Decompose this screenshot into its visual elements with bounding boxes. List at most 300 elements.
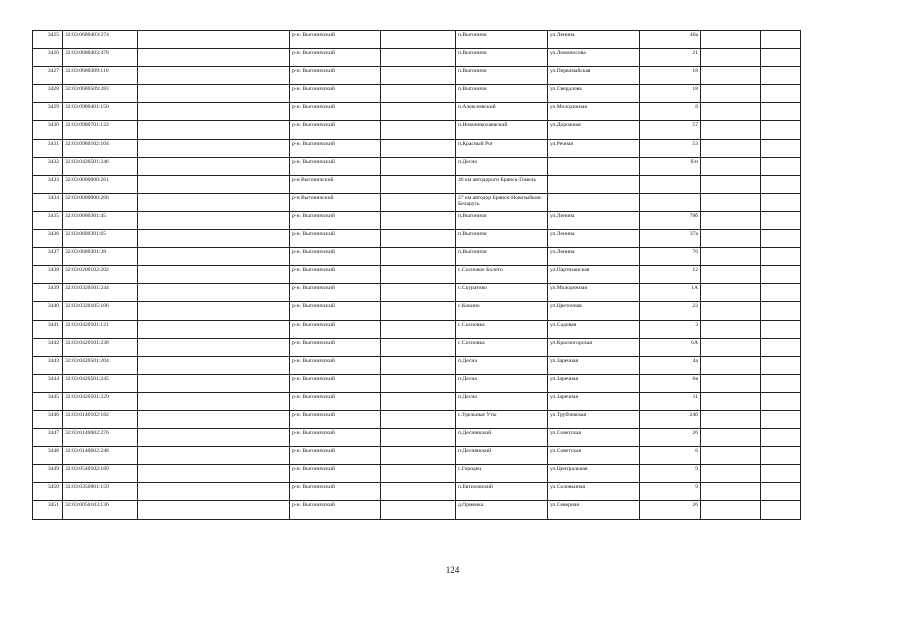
- district-cell: р-н. Выгоничский: [290, 483, 381, 501]
- building-number-cell: 6в: [640, 374, 701, 392]
- settlement-cell: п.Новониколаевский: [456, 121, 548, 139]
- district-cell: р-н. Выгоничский: [290, 31, 381, 49]
- street-cell: ул.Красногорская: [548, 338, 640, 356]
- empty-cell: [381, 121, 456, 139]
- building-number-cell: 11: [640, 392, 701, 410]
- empty-cell: [138, 501, 290, 519]
- cadastral-number-cell: 32:03:0980701:122: [63, 121, 138, 139]
- empty-cell: [761, 302, 801, 320]
- cadastral-number-cell: 32:03:0540102:189: [63, 465, 138, 483]
- empty-cell: [761, 465, 801, 483]
- cadastral-number-cell: 32:03:0680309:110: [63, 67, 138, 85]
- settlement-cell: с.Сосновка: [456, 338, 548, 356]
- empty-cell: [761, 410, 801, 428]
- empty-cell: [138, 103, 290, 121]
- empty-cell: [701, 356, 761, 374]
- district-cell: р-н. Выгоничский: [290, 211, 381, 229]
- settlement-cell: п.Деснянский: [456, 447, 548, 465]
- cadastral-number-cell: 32:03:0680403:374: [63, 31, 138, 49]
- building-number-cell: 4а: [640, 356, 701, 374]
- settlement-cell: п.Деснянский: [456, 429, 548, 447]
- district-cell: р-н. Выгоничский: [290, 67, 381, 85]
- district-cell: р-н. Выгоничский: [290, 49, 381, 67]
- table-row: [33, 103, 801, 121]
- settlement-cell: п.Выгоничи: [456, 31, 548, 49]
- empty-cell: [761, 49, 801, 67]
- table-row: [33, 320, 801, 338]
- settlement-cell: 46 км автодороги Брянск-Гомель: [456, 175, 548, 193]
- street-cell: [548, 157, 640, 175]
- building-number-cell: 78б: [640, 211, 701, 229]
- empty-cell: [138, 320, 290, 338]
- street-cell: ул.Советская: [548, 429, 640, 447]
- street-cell: ул.Молодежная: [548, 103, 640, 121]
- table-row: [33, 284, 801, 302]
- empty-cell: [381, 501, 456, 519]
- street-cell: ул.Заречная: [548, 392, 640, 410]
- row-number-cell: 3445: [33, 392, 63, 410]
- building-number-cell: 8: [640, 103, 701, 121]
- table-row: [33, 465, 801, 483]
- row-number-cell: 3436: [33, 230, 63, 248]
- empty-cell: [761, 211, 801, 229]
- empty-cell: [761, 483, 801, 501]
- building-number-cell: 76: [640, 248, 701, 266]
- empty-cell: [701, 374, 761, 392]
- building-number-cell: 46а: [640, 31, 701, 49]
- street-cell: ул.Северная: [548, 501, 640, 519]
- settlement-cell: п.Десна: [456, 392, 548, 410]
- empty-cell: [381, 175, 456, 193]
- empty-cell: [138, 121, 290, 139]
- settlement-cell: д.Орменка: [456, 501, 548, 519]
- empty-cell: [381, 248, 456, 266]
- settlement-cell: с.Скуратово: [456, 284, 548, 302]
- empty-cell: [381, 103, 456, 121]
- building-number-cell: [640, 175, 701, 193]
- district-cell: р-н. Выгоничский: [290, 302, 381, 320]
- empty-cell: [381, 483, 456, 501]
- empty-cell: [701, 49, 761, 67]
- settlement-cell: с.Удельные Уты: [456, 410, 548, 428]
- building-number-cell: 26: [640, 501, 701, 519]
- row-number-cell: 3446: [33, 410, 63, 428]
- cadastral-number-cell: 32:03:0680301:45: [63, 211, 138, 229]
- row-number-cell: 3437: [33, 248, 63, 266]
- row-number-cell: 3441: [33, 320, 63, 338]
- table-row: [33, 157, 801, 175]
- table-row: [33, 356, 801, 374]
- row-number-cell: 3434: [33, 193, 63, 211]
- cadastral-number-cell: 32:03:0140102:182: [63, 410, 138, 428]
- building-number-cell: 9: [640, 465, 701, 483]
- empty-cell: [138, 248, 290, 266]
- row-number-cell: 3449: [33, 465, 63, 483]
- settlement-cell: п.Десна: [456, 157, 548, 175]
- empty-cell: [381, 230, 456, 248]
- empty-cell: [761, 85, 801, 103]
- street-cell: ул.Советская: [548, 447, 640, 465]
- building-number-cell: 1А: [640, 284, 701, 302]
- district-cell: р-н. Выгоничский: [290, 356, 381, 374]
- building-number-cell: 26: [640, 429, 701, 447]
- street-cell: ул.Цветочная: [548, 302, 640, 320]
- cadastral-number-cell: 32:03:0320105:106: [63, 302, 138, 320]
- row-number-cell: 3432: [33, 157, 63, 175]
- empty-cell: [381, 302, 456, 320]
- table-row: [33, 67, 801, 85]
- empty-cell: [761, 230, 801, 248]
- registry-table-body: [33, 31, 801, 520]
- street-cell: ул.Речная: [548, 139, 640, 157]
- district-cell: р-н. Выгоничский: [290, 410, 381, 428]
- row-number-cell: 3429: [33, 103, 63, 121]
- empty-cell: [701, 67, 761, 85]
- district-cell: р-н. Выгоничский: [290, 447, 381, 465]
- empty-cell: [138, 302, 290, 320]
- empty-cell: [701, 31, 761, 49]
- row-number-cell: 3443: [33, 356, 63, 374]
- building-number-cell: 12: [640, 266, 701, 284]
- registry-table: [32, 30, 801, 520]
- building-number-cell: 18: [640, 67, 701, 85]
- street-cell: ул.Заречная: [548, 374, 640, 392]
- table-row: [33, 266, 801, 284]
- empty-cell: [701, 302, 761, 320]
- empty-cell: [381, 31, 456, 49]
- district-cell: р-н. Выгоничский: [290, 85, 381, 103]
- settlement-cell: п.Десна: [456, 374, 548, 392]
- empty-cell: [381, 356, 456, 374]
- cadastral-number-cell: 32:03:0350801:159: [63, 483, 138, 501]
- district-cell: р-н. Выгоничский: [290, 230, 381, 248]
- table-row: [33, 302, 801, 320]
- cadastral-number-cell: 32:03:0050103:136: [63, 501, 138, 519]
- district-cell: р-н. Выгоничский: [290, 392, 381, 410]
- empty-cell: [701, 85, 761, 103]
- cadastral-number-cell: 32:03:0000000:261: [63, 175, 138, 193]
- empty-cell: [381, 429, 456, 447]
- empty-cell: [761, 392, 801, 410]
- empty-cell: [138, 410, 290, 428]
- settlement-cell: п.Выгоничи: [456, 248, 548, 266]
- empty-cell: [701, 338, 761, 356]
- empty-cell: [138, 338, 290, 356]
- settlement-cell: с.Сосновка: [456, 320, 548, 338]
- settlement-cell: п.Выгоничи: [456, 49, 548, 67]
- empty-cell: [761, 121, 801, 139]
- empty-cell: [138, 31, 290, 49]
- empty-cell: [381, 338, 456, 356]
- empty-cell: [381, 410, 456, 428]
- empty-cell: [381, 266, 456, 284]
- street-cell: ул.Ленина: [548, 211, 640, 229]
- row-number-cell: 3450: [33, 483, 63, 501]
- table-row: [33, 392, 801, 410]
- empty-cell: [381, 447, 456, 465]
- empty-cell: [138, 392, 290, 410]
- empty-cell: [761, 193, 801, 211]
- table-row: [33, 175, 801, 193]
- table-row: [33, 49, 801, 67]
- street-cell: ул.Ломоносова: [548, 49, 640, 67]
- table-row: [33, 139, 801, 157]
- street-cell: ул.Первомайская: [548, 67, 640, 85]
- cadastral-number-cell: 32:03:0680301:38: [63, 248, 138, 266]
- empty-cell: [138, 157, 290, 175]
- district-cell: р-н Выгоничский: [290, 175, 381, 193]
- empty-cell: [761, 139, 801, 157]
- empty-cell: [138, 67, 290, 85]
- empty-cell: [138, 49, 290, 67]
- street-cell: ул.Молодежная: [548, 284, 640, 302]
- table-row: [33, 374, 801, 392]
- empty-cell: [761, 248, 801, 266]
- street-cell: [548, 193, 640, 211]
- table-row: [33, 483, 801, 501]
- table-row: [33, 248, 801, 266]
- empty-cell: [138, 465, 290, 483]
- settlement-cell: с.Сосновое Болото: [456, 266, 548, 284]
- settlement-cell: п.Десна: [456, 356, 548, 374]
- empty-cell: [138, 211, 290, 229]
- empty-cell: [138, 175, 290, 193]
- cadastral-number-cell: 32:03:0680301:65: [63, 230, 138, 248]
- row-number-cell: 3442: [33, 338, 63, 356]
- settlement-cell: с.Кокино: [456, 302, 548, 320]
- cadastral-number-cell: 32:03:0420501:229: [63, 392, 138, 410]
- district-cell: р-н. Выгоничский: [290, 429, 381, 447]
- empty-cell: [701, 211, 761, 229]
- building-number-cell: 6: [640, 447, 701, 465]
- empty-cell: [381, 211, 456, 229]
- empty-cell: [381, 465, 456, 483]
- district-cell: р-н. Выгоничский: [290, 320, 381, 338]
- street-cell: [548, 175, 640, 193]
- cadastral-number-cell: 32:03:0980102:104: [63, 139, 138, 157]
- street-cell: ул.Ленина: [548, 248, 640, 266]
- empty-cell: [761, 103, 801, 121]
- empty-cell: [761, 501, 801, 519]
- settlement-cell: п.Алексеевский: [456, 103, 548, 121]
- empty-cell: [138, 356, 290, 374]
- street-cell: ул.Садовая: [548, 320, 640, 338]
- street-cell: ул.Центральная: [548, 465, 640, 483]
- building-number-cell: 21: [640, 49, 701, 67]
- empty-cell: [701, 266, 761, 284]
- empty-cell: [701, 465, 761, 483]
- street-cell: ул.Соловьиная: [548, 483, 640, 501]
- cadastral-number-cell: 32:03:0140602:276: [63, 429, 138, 447]
- empty-cell: [761, 31, 801, 49]
- table-row: [33, 121, 801, 139]
- district-cell: р-н. Выгоничский: [290, 501, 381, 519]
- empty-cell: [761, 338, 801, 356]
- empty-cell: [381, 193, 456, 211]
- empty-cell: [761, 356, 801, 374]
- empty-cell: [761, 67, 801, 85]
- building-number-cell: [640, 193, 701, 211]
- empty-cell: [138, 429, 290, 447]
- row-number-cell: 3438: [33, 266, 63, 284]
- cadastral-number-cell: 32:03:0000000:266: [63, 193, 138, 211]
- empty-cell: [381, 392, 456, 410]
- row-number-cell: 3426: [33, 49, 63, 67]
- empty-cell: [381, 374, 456, 392]
- empty-cell: [381, 139, 456, 157]
- empty-cell: [761, 175, 801, 193]
- cadastral-number-cell: 32:03:0200102:202: [63, 266, 138, 284]
- empty-cell: [138, 266, 290, 284]
- district-cell: р-н. Выгоничский: [290, 139, 381, 157]
- row-number-cell: 3448: [33, 447, 63, 465]
- district-cell: р-н. Выгоничский: [290, 284, 381, 302]
- district-cell: р-н. Выгоничский: [290, 465, 381, 483]
- empty-cell: [701, 230, 761, 248]
- table-row: [33, 230, 801, 248]
- row-number-cell: 3427: [33, 67, 63, 85]
- table-row: [33, 338, 801, 356]
- building-number-cell: 53: [640, 139, 701, 157]
- row-number-cell: 3444: [33, 374, 63, 392]
- settlement-cell: п.Выгоничи: [456, 67, 548, 85]
- empty-cell: [381, 49, 456, 67]
- building-number-cell: б/н: [640, 157, 701, 175]
- building-number-cell: 37а: [640, 230, 701, 248]
- building-number-cell: 3: [640, 320, 701, 338]
- empty-cell: [701, 248, 761, 266]
- row-number-cell: 3451: [33, 501, 63, 519]
- empty-cell: [138, 483, 290, 501]
- empty-cell: [701, 392, 761, 410]
- row-number-cell: 3440: [33, 302, 63, 320]
- empty-cell: [761, 374, 801, 392]
- building-number-cell: 9: [640, 483, 701, 501]
- empty-cell: [701, 193, 761, 211]
- settlement-cell: п.Выгоничи: [456, 211, 548, 229]
- page-number: 124: [445, 565, 460, 575]
- empty-cell: [761, 284, 801, 302]
- table-row: [33, 193, 801, 211]
- empty-cell: [701, 429, 761, 447]
- empty-cell: [701, 501, 761, 519]
- table-row: [33, 211, 801, 229]
- building-number-cell: 6А: [640, 338, 701, 356]
- empty-cell: [701, 320, 761, 338]
- building-number-cell: 22: [640, 302, 701, 320]
- cadastral-number-cell: 32:03:0320501:244: [63, 284, 138, 302]
- row-number-cell: 3425: [33, 31, 63, 49]
- settlement-cell: п.Красный Рог: [456, 139, 548, 157]
- district-cell: р-н. Выгоничский: [290, 121, 381, 139]
- table-row: [33, 447, 801, 465]
- row-number-cell: 3431: [33, 139, 63, 157]
- street-cell: ул.Ленина: [548, 31, 640, 49]
- empty-cell: [381, 284, 456, 302]
- cadastral-number-cell: 32:03:0680403:478: [63, 49, 138, 67]
- empty-cell: [701, 157, 761, 175]
- empty-cell: [761, 429, 801, 447]
- empty-cell: [761, 447, 801, 465]
- cadastral-number-cell: 32:03:0420501:246: [63, 157, 138, 175]
- cadastral-number-cell: 32:03:0420501:204: [63, 356, 138, 374]
- empty-cell: [138, 374, 290, 392]
- empty-cell: [381, 67, 456, 85]
- building-number-cell: 57: [640, 121, 701, 139]
- district-cell: р-н. Выгоничский: [290, 374, 381, 392]
- settlement-cell: п.Евтиховский: [456, 483, 548, 501]
- settlement-cell: с.Городец: [456, 465, 548, 483]
- empty-cell: [701, 121, 761, 139]
- cadastral-number-cell: 32:03:0980401:150: [63, 103, 138, 121]
- row-number-cell: 3433: [33, 175, 63, 193]
- empty-cell: [138, 284, 290, 302]
- settlement-cell: 27 км автодор Брянск-Новозыбков-Беларусь: [456, 193, 548, 211]
- table-row: [33, 501, 801, 519]
- empty-cell: [701, 483, 761, 501]
- empty-cell: [138, 193, 290, 211]
- empty-cell: [138, 139, 290, 157]
- empty-cell: [381, 157, 456, 175]
- table-row: [33, 85, 801, 103]
- row-number-cell: 3428: [33, 85, 63, 103]
- district-cell: р-н Выгоничский: [290, 193, 381, 211]
- street-cell: ул.Ленина: [548, 230, 640, 248]
- row-number-cell: 3439: [33, 284, 63, 302]
- empty-cell: [701, 284, 761, 302]
- cadastral-number-cell: 32:03:0420101:121: [63, 320, 138, 338]
- district-cell: р-н. Выгоничский: [290, 103, 381, 121]
- district-cell: р-н. Выгоничский: [290, 338, 381, 356]
- empty-cell: [138, 447, 290, 465]
- building-number-cell: 18: [640, 85, 701, 103]
- empty-cell: [701, 139, 761, 157]
- street-cell: ул.Дорожная: [548, 121, 640, 139]
- empty-cell: [701, 410, 761, 428]
- table-row: [33, 410, 801, 428]
- row-number-cell: 3430: [33, 121, 63, 139]
- street-cell: ул.Заречная: [548, 356, 640, 374]
- table-row: [33, 31, 801, 49]
- row-number-cell: 3447: [33, 429, 63, 447]
- empty-cell: [701, 175, 761, 193]
- empty-cell: [701, 447, 761, 465]
- empty-cell: [761, 320, 801, 338]
- row-number-cell: 3435: [33, 211, 63, 229]
- table-row: [33, 429, 801, 447]
- empty-cell: [701, 103, 761, 121]
- cadastral-number-cell: 32:03:0420501:245: [63, 374, 138, 392]
- empty-cell: [138, 230, 290, 248]
- empty-cell: [381, 85, 456, 103]
- empty-cell: [761, 266, 801, 284]
- cadastral-number-cell: 32:03:0680509:283: [63, 85, 138, 103]
- district-cell: р-н. Выгоничский: [290, 266, 381, 284]
- district-cell: р-н. Выгоничский: [290, 248, 381, 266]
- settlement-cell: п.Выгоничи: [456, 85, 548, 103]
- cadastral-number-cell: 32:03:0420101:238: [63, 338, 138, 356]
- settlement-cell: п.Выгоничи: [456, 230, 548, 248]
- street-cell: ул.Партизанская: [548, 266, 640, 284]
- building-number-cell: 24б: [640, 410, 701, 428]
- street-cell: ул.Трубчевская: [548, 410, 640, 428]
- empty-cell: [138, 85, 290, 103]
- empty-cell: [761, 157, 801, 175]
- cadastral-number-cell: 32:03:0140602:248: [63, 447, 138, 465]
- street-cell: ул.Свердлова: [548, 85, 640, 103]
- district-cell: р-н. Выгоничский: [290, 157, 381, 175]
- empty-cell: [381, 320, 456, 338]
